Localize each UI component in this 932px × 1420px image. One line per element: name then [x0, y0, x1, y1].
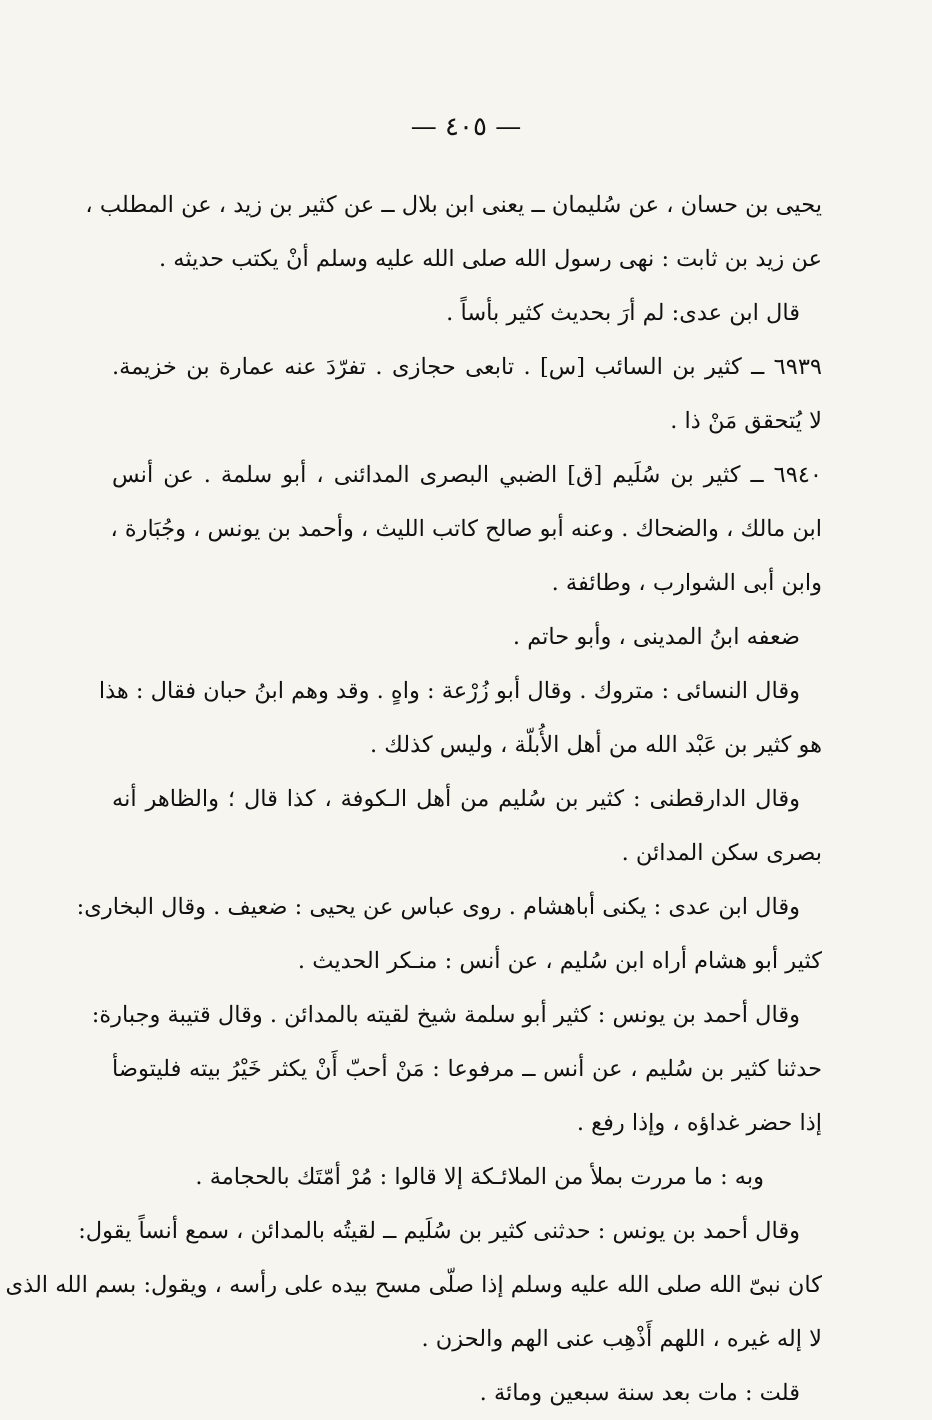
text-line: بصرى سكن المدائن . [621, 840, 822, 866]
text-line: ابن مالك ، والضحاك . وعنه أبو صالح كاتب الليث ، وأحمد بن يونس ، وجُبَارة ، [110, 516, 822, 542]
page-body [5, 178, 822, 1420]
text-line: وقال أحمد بن يونس : كثير أبو سلمة شيخ لقيته بالمدائن . وقال قتيبة وجبارة: [91, 1002, 800, 1028]
text-line: لا إله غيره ، اللهم أَذْهِب عنى الهم والحزن . [421, 1326, 822, 1352]
text-line: هو كثير بن عَبْد الله من أهل الأُبلّة ، وليس كذلك . [369, 732, 822, 758]
text-line: لا يُتحقق مَنْ ذا . [670, 408, 822, 434]
text-line: قلت : مات بعد سنة سبعين ومائة . [479, 1380, 800, 1406]
text-line: وقال ابن عدى : يكنى أباهشام . روى عباس عن يحيى : ضعيف . وقال البخارى: [76, 894, 800, 920]
text-line: كثير أبو هشام أراه ابن سُليم ، عن أنس : منـكر الحديث . [297, 948, 822, 974]
text-line: وبه : ما مررت بملأ من الملائـكة إلا قالوا : مُرْ أمّتَك بالحجامة . [195, 1164, 764, 1190]
text-line: إذا حضر غداؤه ، وإذا رفع . [576, 1110, 822, 1136]
entry-heading-6940: ٦٩٤٠ ــ كثير بن سُلَيم [ق] الضبي البصرى المدائنى ، أبو سلمة . عن أنس [112, 462, 822, 488]
text-line: قال ابن عدى: لم أرَ بحديث كثير بأساً . [446, 300, 800, 326]
entry-heading-6939: ٦٩٣٩ ــ كثير بن السائب [س] . تابعى حجازى . تفرّدَ عنه عمارة بن خزيمة. [112, 354, 822, 380]
text-line: وقال أحمد بن يونس : حدثنى كثير بن سُلَيم ــ لقيتُه بالمدائن ، سمع أنساً يقول: [78, 1218, 800, 1244]
text-line: وقال الدارقطنى : كثير بن سُليم من أهل الـكوفة ، كذا قال ؛ والظاهر أنه [112, 786, 800, 812]
text-line: كان نبىّ الله صلى الله عليه وسلم إذا صلّى مسح بيده على رأسه ، ويقول: بسم الله الذى [5, 1272, 822, 1298]
text-line: حدثنا كثير بن سُليم ، عن أنس ــ مرفوعا : مَنْ أحبّ أَنْ يكثر خَيْرُ بيته فليتوضأ [112, 1056, 822, 1082]
text-line: وابن أبى الشوارب ، وطائفة . [551, 570, 822, 596]
text-line: وقال النسائى : متروك . وقال أبو زُرْعة : واهٍ . وقد وهم ابنُ حبان فقال : هذا [98, 678, 800, 704]
text-line: ضعفه ابنُ المدينى ، وأبو حاتم . [512, 624, 800, 650]
text-line: عن زيد بن ثابت : نهى رسول الله صلى الله عليه وسلم أنْ يكتب حديثه . [158, 246, 822, 272]
page-number: — ٤٠٥ — [410, 112, 522, 142]
text-line: يحيى بن حسان ، عن سُليمان ــ يعنى ابن بلال ــ عن كثير بن زيد ، عن المطلب ، [85, 192, 822, 218]
